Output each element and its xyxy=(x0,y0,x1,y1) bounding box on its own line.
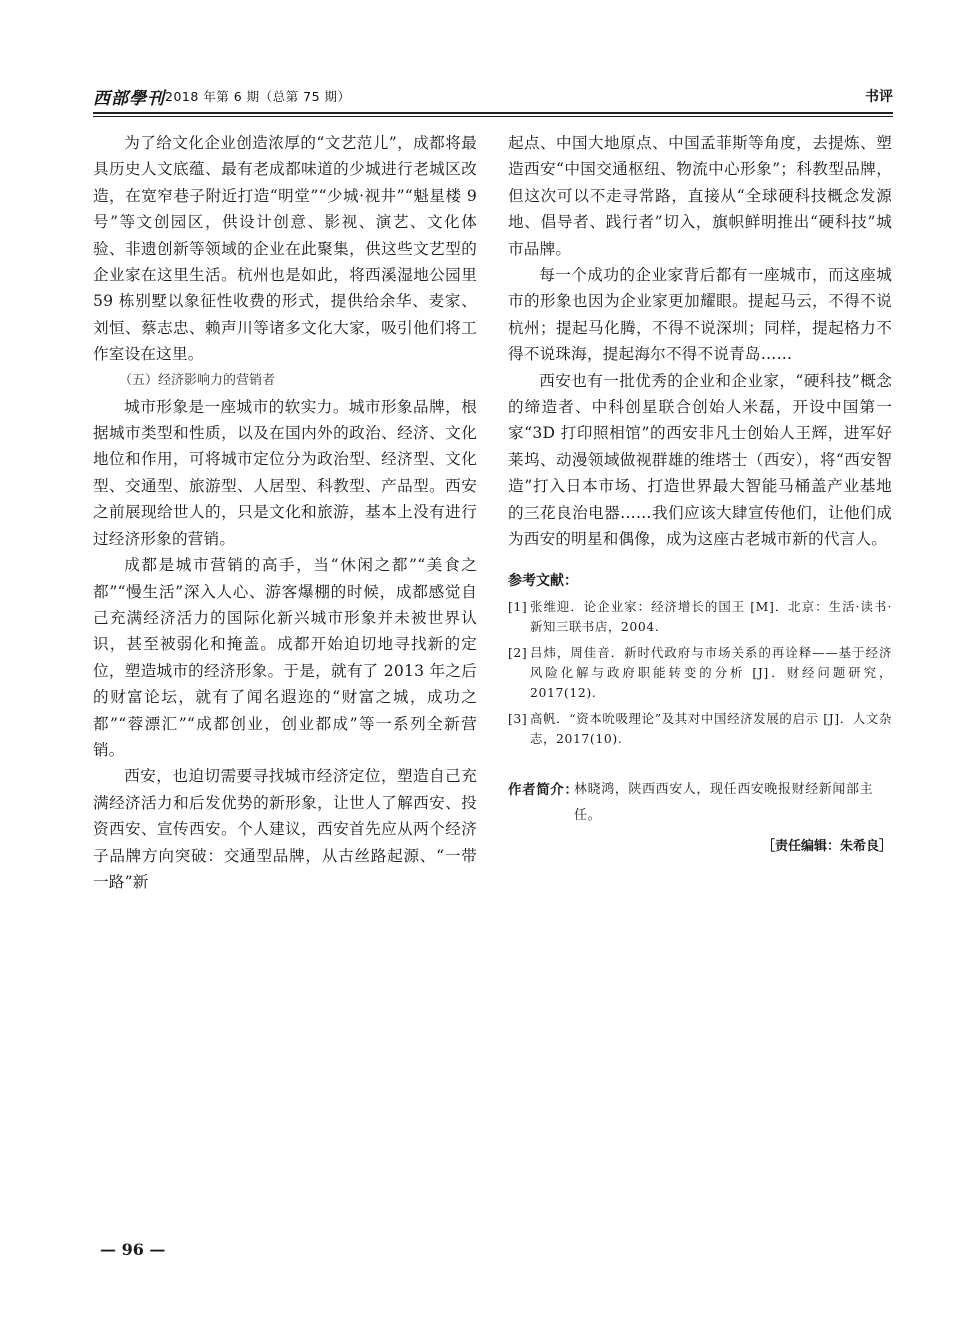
page-number: — 96 — xyxy=(100,1240,166,1259)
page-header xyxy=(93,82,893,112)
paragraph: 西安也有一批优秀的企业和企业家，“硬科技”概念的缔造者、中科创星联合创始人米磊，开设中国第一家“3D 打印照相馆”的西安非凡士创始人王辉，进军好莱坞、动漫领域做视群雄的维塔士（西安），将“西安智造”打入日本市场、打造世界最大智能马桶盖产业基地的三花良治电器……我们应该大肆宣传他们，让他们成为西安的明星和偶像，成为这座古老城市新的代言人。 xyxy=(508,371,892,549)
reference-item xyxy=(508,643,892,703)
author-text: 林晓鸿，陕西西安人，现任西安晚报财经新闻部主任。 xyxy=(574,781,874,823)
paragraph: 起点、中国大地原点、中国孟菲斯等角度，去提炼、塑造西安“中国交通枢纽、物流中心形象”；科教型品牌，但这次可以不走寻常路，直接从“全球硬科技概念发源地、倡导者、践行者”切入，旗帜鲜明推出“硬科技”城市品牌。 xyxy=(508,134,892,258)
paragraph: 城市形象是一座城市的软实力。城市形象品牌，根据城市类型和性质，以及在国内外的政治、经济、文化地位和作用，可将城市定位分为政治型、经济型、文化型、交通型、旅游型、人居型、科教型、产品型。西安之前展现给世人的，只是文化和旅游，基本上没有进行过经济形象的营销。 xyxy=(93,397,477,548)
paragraph: 西安，也迫切需要寻找城市经济定位，塑造自己充满经济活力和后发优势的新形象，让世人了解西安、投资西安、宣传西安。个人建议，西安首先应从两个经济子品牌方向突破：交通型品牌，从古丝路起源、“一带一路”新 xyxy=(93,767,477,891)
reference-number: [3] xyxy=(508,710,528,726)
paragraph: 为了给文化企业创造浓厚的“文艺范儿”，成都将最具历史人文底蕴、最有老成都味道的少城进行老城区改造，在宽窄巷子附近打造“明堂”“少城·视井”“魁星楼 9 号”等文创园区，供设计创意、影视、演艺、文化体验、非遗创新等领域的企业在此聚集，供这些文艺型的企业家在这里生活。杭州也是如此，将西溪湿地公园里 59 栋别墅以象征性收费的形式，提供给余华、麦家、刘恒、蔡志忠、赖声川等诸多文化大家，吸引他们将工作室设在这里。 xyxy=(93,134,477,364)
reference-item xyxy=(508,709,892,749)
issue-info: 2018 年第 6 期（总第 75 期） xyxy=(165,89,351,104)
paragraph: 每一个成功的企业家背后都有一座城市，而这座城市的形象也因为企业家更加耀眼。提起马云，不得不说杭州；提起马化腾，不得不说深圳；同样，提起格力不得不说珠海，提起海尔不得不说青岛…… xyxy=(508,266,892,364)
reference-number: [2] xyxy=(508,644,528,660)
reference-text: 吕炜，周佳音．新时代政府与市场关系的再诠释——基于经济风险化解与政府职能转变的分析 [J]．财经问题研究，2017(12). xyxy=(530,644,892,700)
author-label: 作者简介： xyxy=(508,781,579,798)
paragraph: 成都是城市营销的高手，当“休闲之都”“美食之都”“慢生活”深入人心、游客爆棚的时候，成都感觉自己充满经济活力的国际化新兴城市形象并未被世界认识，甚至被弱化和掩盖。成都开始迫切地寻找新的定位，塑造城市的经济形象。于是，就有了 2013 年之后的财富论坛，就有了闻名遐迩的“财富之城，成功之都”“蓉漂汇”“成都创业，创业都成”等一系列全新营销。 xyxy=(93,556,477,759)
journal-logo: 西部學刊 xyxy=(93,89,165,109)
reference-text: 高帆．“资本吮吸理论”及其对中国经济发展的启示 [J]．人文杂志，2017(10). xyxy=(530,710,892,746)
header-rule xyxy=(93,112,893,117)
reference-text: 张维迎．论企业家：经济增长的国王 [M]．北京：生活·读书·新知三联书店，2004. xyxy=(530,598,892,634)
reference-number: [1] xyxy=(508,598,528,614)
section-label: 书评 xyxy=(865,89,893,105)
author-bio xyxy=(508,777,892,829)
left-column xyxy=(93,130,477,895)
references-title: 参考文献： xyxy=(508,572,578,589)
references-list xyxy=(508,597,892,749)
section-subheading: （五）经济影响力的营销者 xyxy=(119,372,276,388)
responsible-editor: ［责任编辑：朱希良］ xyxy=(761,838,892,854)
right-column xyxy=(508,130,892,854)
reference-item xyxy=(508,597,892,637)
